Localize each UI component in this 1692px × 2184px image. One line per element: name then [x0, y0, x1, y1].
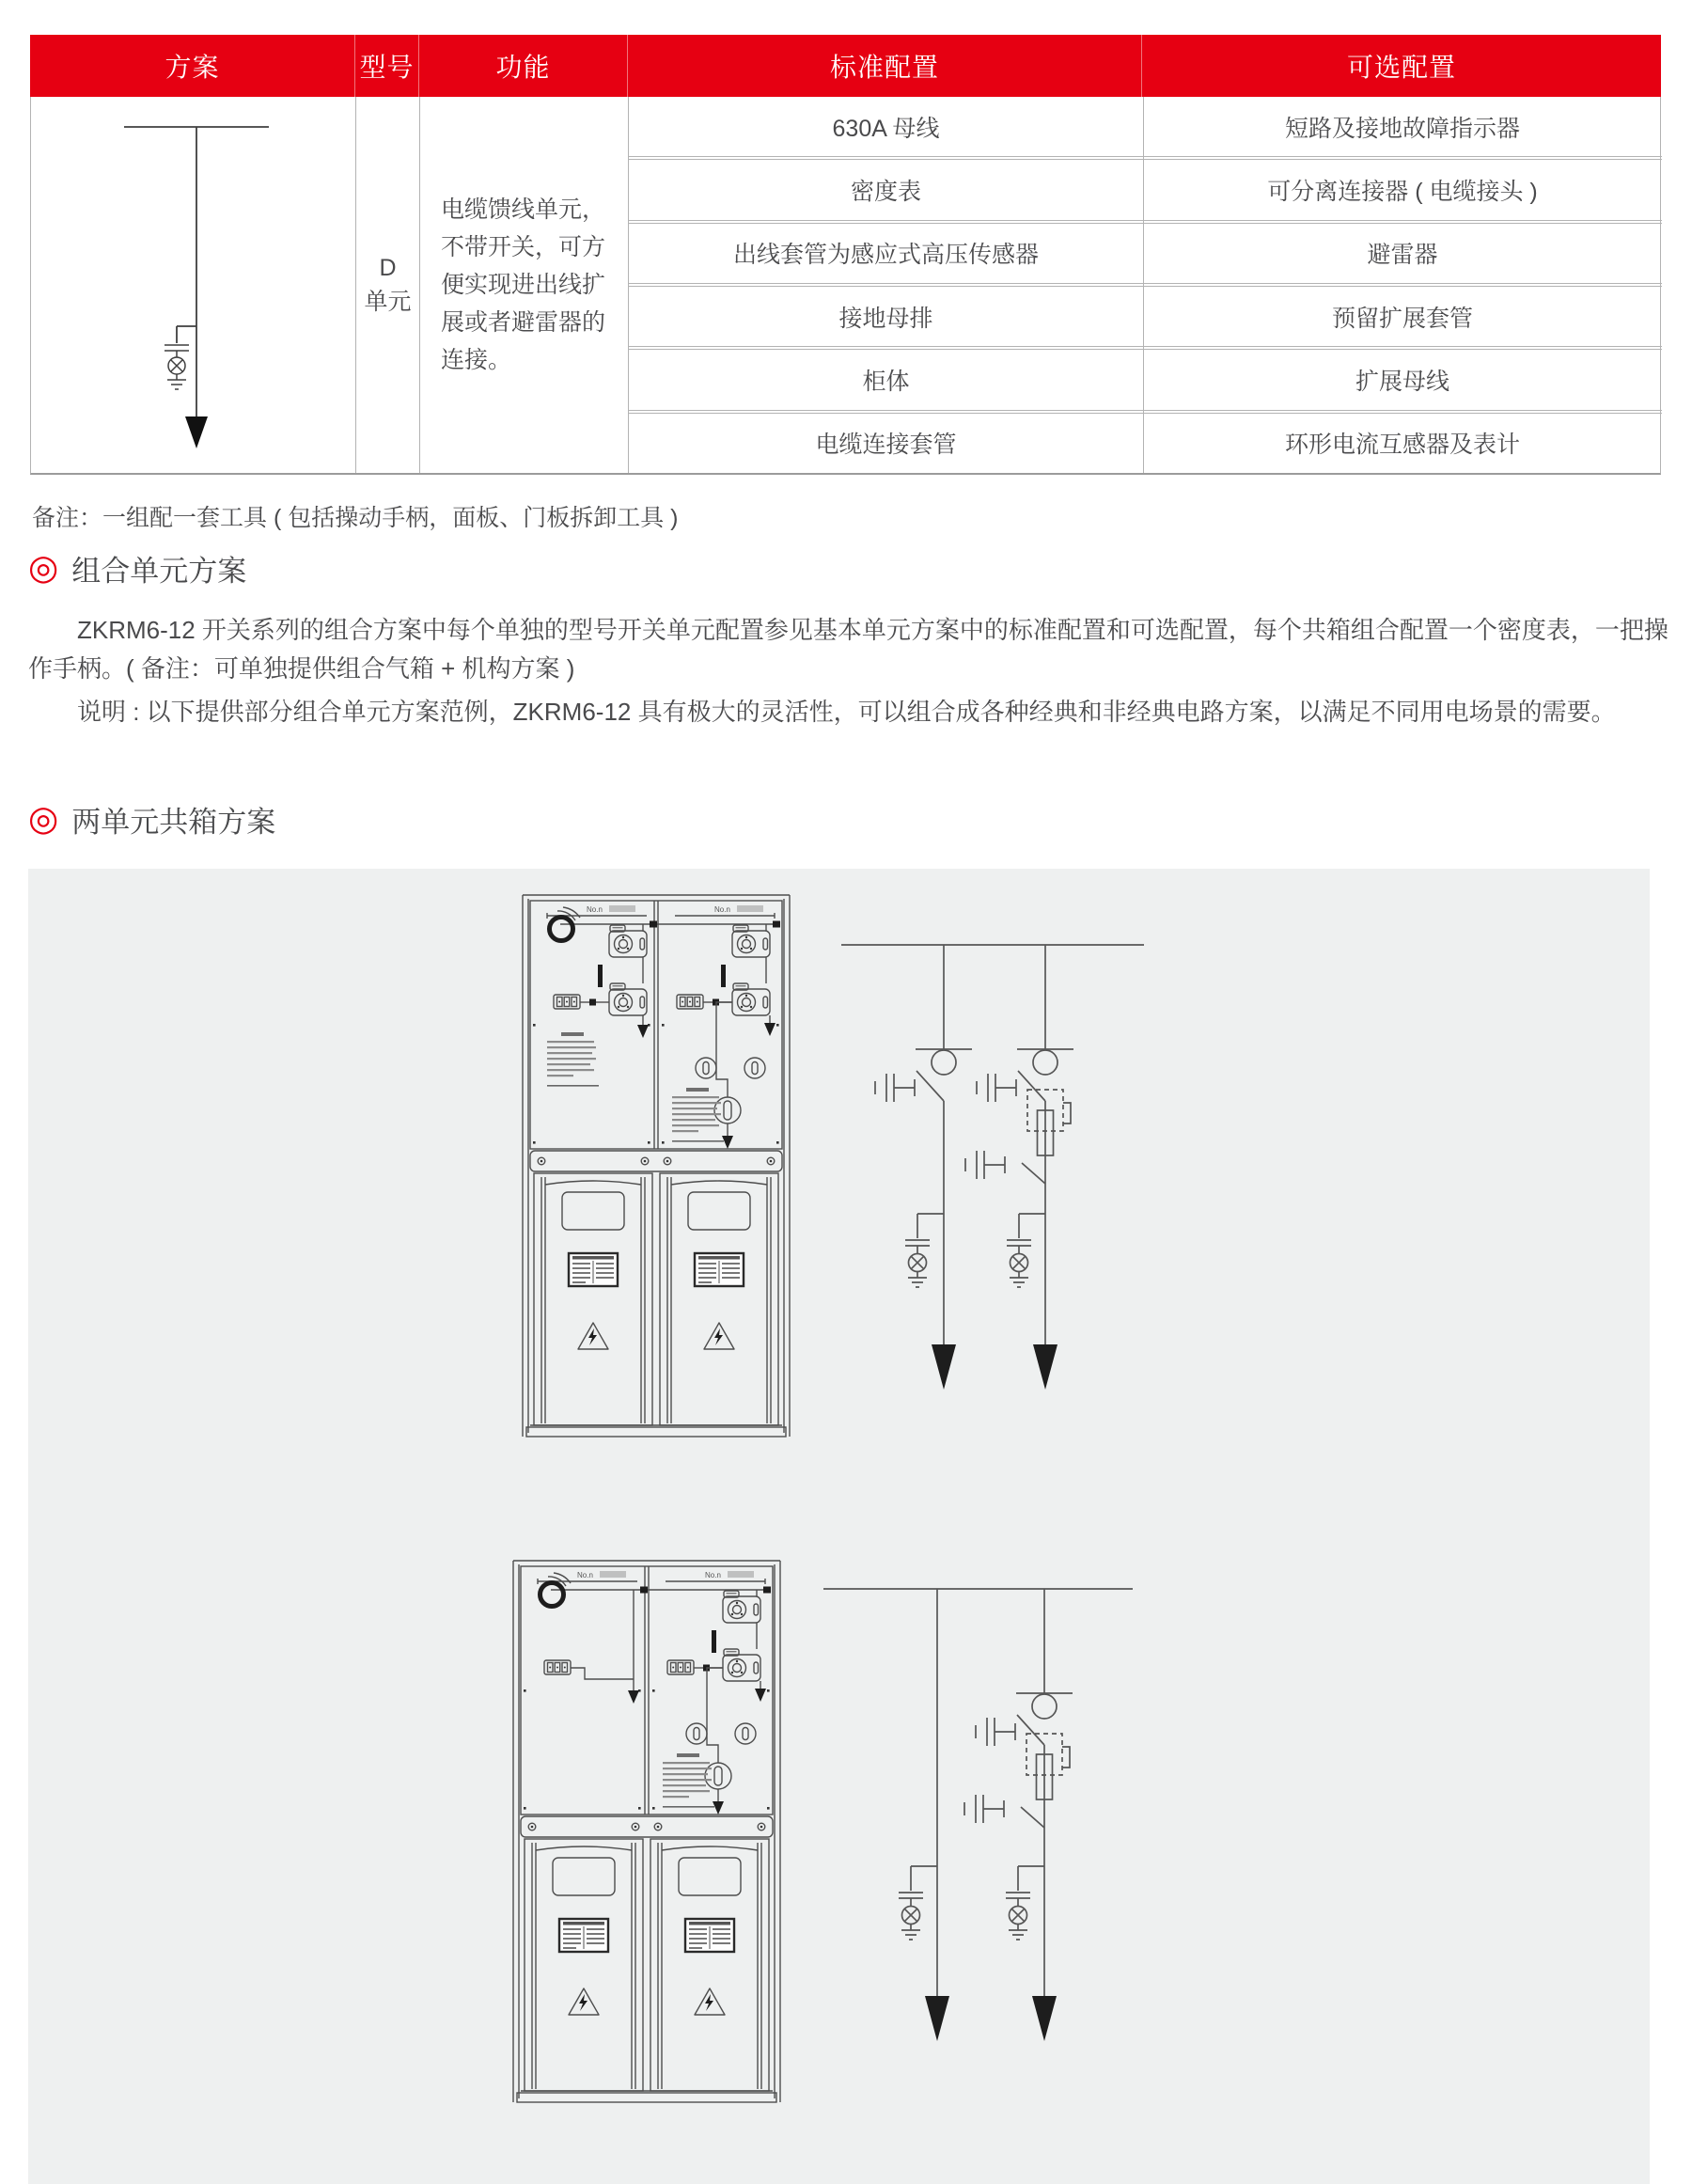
section-heading-two-unit: [28, 798, 275, 841]
scheme-cell: [31, 97, 356, 473]
panel-number-label: No.n: [577, 1571, 593, 1579]
feeder-switch-unit: [875, 945, 972, 1390]
optional-config-value: 扩展母线: [1355, 368, 1449, 395]
optional-config-value: 避雷器: [1367, 242, 1438, 269]
section-title: 组合单元方案: [71, 555, 247, 588]
panel-number-label: No.n: [587, 905, 603, 914]
section-heading-combo: [28, 547, 246, 589]
optional-config-value: 短路及接地故障指示器: [1284, 115, 1520, 142]
model-line2: 单元: [364, 289, 412, 315]
ground-icon: [167, 374, 186, 389]
standard-config-value: 柜体: [862, 368, 910, 395]
cable-arrow-icon: [185, 416, 208, 448]
standard-config-value: 接地母排: [838, 305, 933, 332]
standard-config-value: 电缆连接套管: [815, 432, 957, 459]
panel-number-label: No.n: [714, 905, 730, 914]
drawings-panel: [28, 869, 1650, 2184]
standard-config-value: 630A 母线: [832, 115, 940, 142]
header-function: 功能: [419, 35, 628, 97]
feeder-direct-unit: [899, 1589, 949, 2041]
optional-config-value: 预留扩展套管: [1331, 305, 1473, 332]
combo-paragraphs: [28, 611, 1671, 736]
table-note: 备注：一组配一套工具 ( 包括操动手柄，面板、门板拆卸工具 ): [32, 505, 679, 531]
config-columns: [629, 97, 1662, 473]
header-model: 型号: [355, 35, 419, 97]
feeder-switch-fuse-unit: [964, 1589, 1073, 2041]
model-line1: D: [379, 255, 397, 281]
cabinet-drawing-1: [515, 882, 797, 1438]
cabinet-drawing-2: [506, 1544, 788, 2108]
standard-config-value: 出线套管为感应式高压传感器: [732, 242, 1039, 269]
combo-paragraph-1: ZKRM6-12 开关系列的组合方案中每个单独的型号开关单元配置参见基本单元方案中的标准配置和可选配置，每个共箱组合配置一个密度表，一把操作手柄。( 备注：可单独提供组合气箱 + 机构方案 ): [28, 616, 1668, 683]
function-cell: 电缆馈线单元，不带开关，可方便实现进出线扩展或者避雷器的连接。: [420, 97, 629, 473]
unit-scheme-table: [30, 35, 1661, 475]
d-unit-scheme-diagram: [32, 97, 355, 473]
model-cell: [356, 97, 420, 473]
standard-config-value: 密度表: [850, 178, 921, 205]
double-circle-icon: ◎: [28, 548, 59, 587]
optional-config-value: 可分离连接器 ( 电缆接头 ): [1267, 178, 1538, 205]
header-scheme: 方案: [30, 35, 355, 97]
optional-config-value: 环形电流互感器及表计: [1284, 432, 1520, 459]
single-line-diagram-2: [807, 1568, 1152, 2076]
header-standard-config: 标准配置: [628, 35, 1142, 97]
panel-number-label: No.n: [705, 1571, 721, 1579]
c-unit-mimic: [547, 924, 649, 1087]
table-body: [30, 97, 1661, 475]
combo-paragraph-2: 说明 : 以下提供部分组合单元方案范例，ZKRM6-12 具有极大的灵活性，可以组合成各种经典和非经典电路方案，以满足不同用电场景的需要。: [77, 698, 1616, 726]
double-circle-icon: ◎: [28, 799, 59, 838]
single-line-diagram-1: [824, 917, 1161, 1406]
section-title: 两单元共箱方案: [71, 806, 276, 839]
header-optional-config: 可选配置: [1346, 53, 1456, 82]
feeder-switch-fuse-unit: [965, 945, 1073, 1390]
table-header-row: [30, 35, 1661, 97]
